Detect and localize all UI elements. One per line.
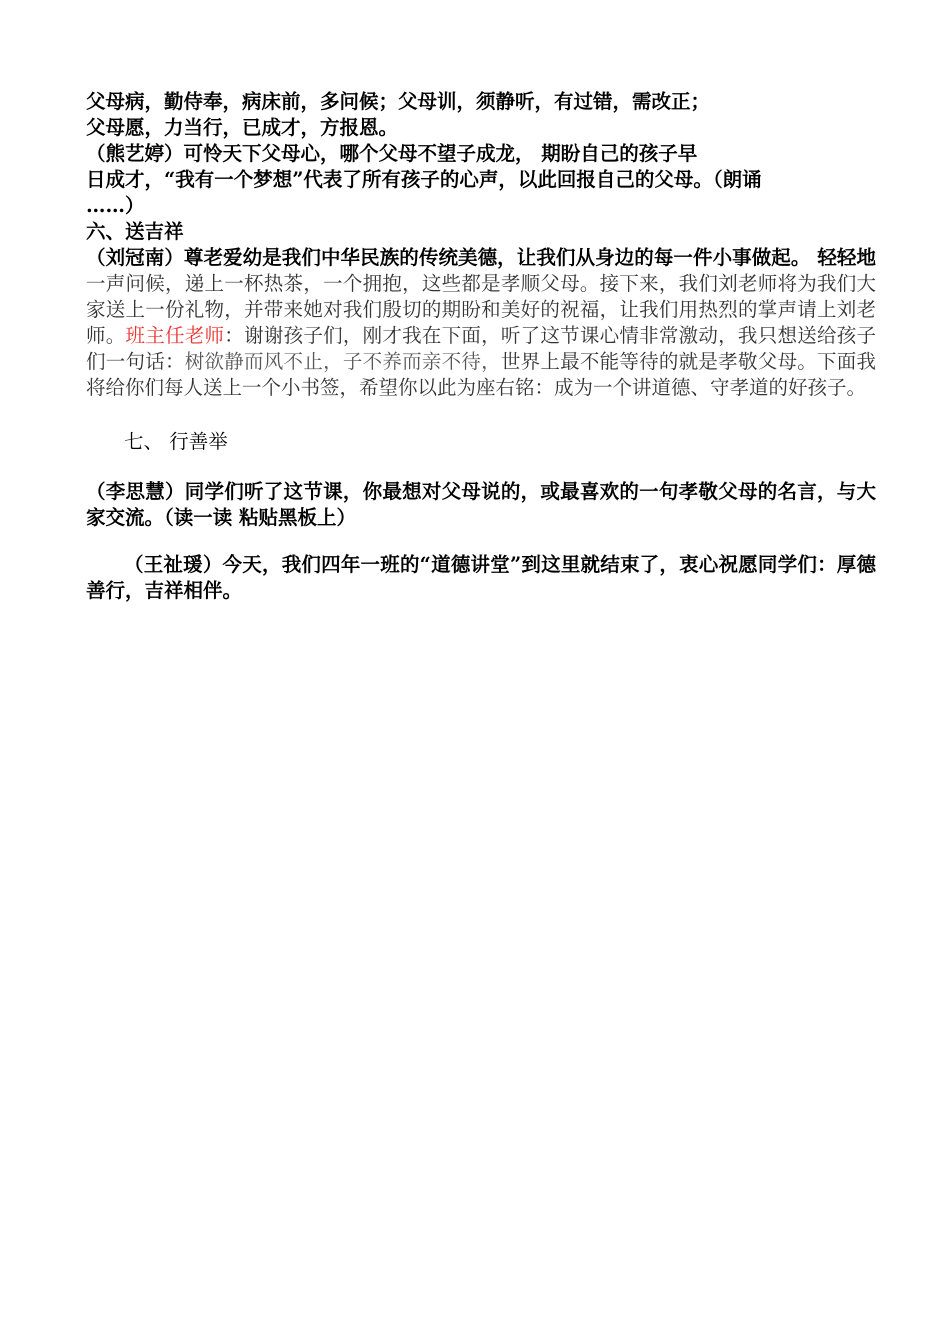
section-6-title: 六、送吉祥 [86,220,184,243]
paragraph-xiong-line-3: ……） [86,194,145,217]
teacher-colon: ： [224,324,245,347]
section-7-title: 七、 行善举 [124,430,228,453]
paragraph-xiong-line-2: 日成才，“我有一个梦想”代表了所有孩子的心声，以此回报自己的父母。（朗诵 [86,168,762,191]
teacher-speech-end: 世界上最不能等待的就是孝敬父母。下面我将给你们每人送上一个小书签，希望你以此为座右铭：成为一个讲道德、守孝道的好孩子。 [86,350,876,399]
document-page [86,89,876,604]
section-6-paragraph [86,245,876,401]
teacher-label: 班主任老师 [125,324,225,347]
speaker-liu-text: （刘冠南）尊老爱幼是我们中华民族的传统美德，让我们从身边的每一件小事做起。 轻轻地 [86,246,876,269]
narration-text: 一声问候，递上一杯热茶，一个拥抱，这些都是孝顺父母。接下来，我们刘老师将为我们大家送上一份礼物，并带来她对我们殷切的期盼和美好的祝福，让我们用热烈的掌声请上刘老师。 [86,272,876,347]
verse-line-2: 父母愿，力当行，已成才，方报恩。 [86,116,399,139]
paragraph-xiong-line-1: （熊艺婷）可怜天下父母心，哪个父母不望子成龙， 期盼自己的孩子早 [86,142,698,165]
verse-line-1: 父母病，勤侍奉，病床前，多问候；父母训，须静听，有过错，需改正； [86,90,711,113]
paragraph-wang: （王祉瑗）今天，我们四年一班的“道德讲堂”到这里就结束了，衷心祝愿同学们：厚德善行，吉祥相伴。 [86,553,876,602]
teacher-speech: 谢谢孩子们，刚才我在下面，听了这节课心情非常激动，我只想送给孩子们一句话： [86,324,876,373]
proverb-quote: 树欲静而风不止，子不养而亲不待， [184,350,501,373]
paragraph-li: （李思慧）同学们听了这节课，你最想对父母说的，或最喜欢的一句孝敬父母的名言，与大家交流。（读一读 粘贴黑板上） [86,480,876,529]
